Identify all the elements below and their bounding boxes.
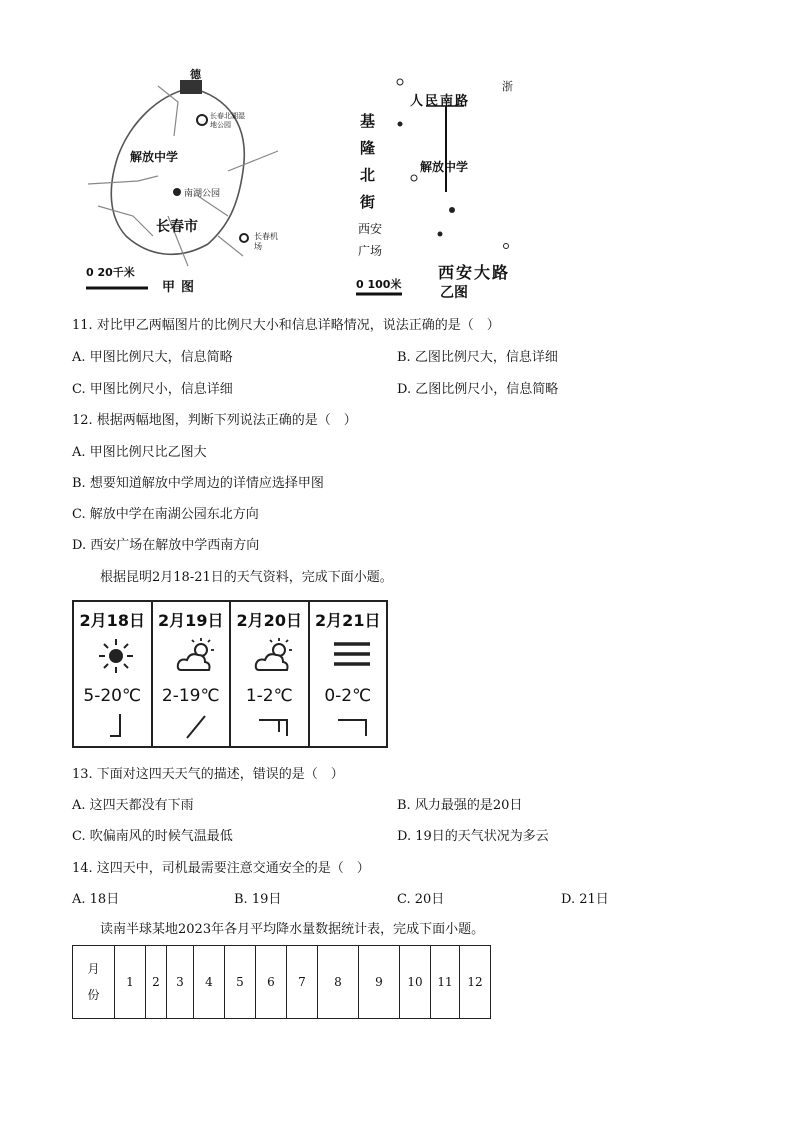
table-cell: 12 <box>460 946 491 1019</box>
q12-option-b[interactable]: B. 想要知道解放中学周边的详情应选择甲图 <box>72 476 324 491</box>
table-cell: 6 <box>256 946 287 1019</box>
map-yi-road-top: 人民南路 <box>410 94 471 109</box>
map-yi <box>356 70 532 300</box>
wind-symbol <box>257 712 291 742</box>
month-header: 月份 <box>87 962 100 1002</box>
map-jia-school-label: 解放中学 <box>130 150 179 164</box>
q12-option-a[interactable]: A. 甲图比例尺比乙图大 <box>72 445 207 460</box>
map-jia-city-label: 长春市 <box>156 219 198 235</box>
table-cell: 2 <box>146 946 167 1019</box>
q13-option-a[interactable]: A. 这四天都没有下雨 <box>72 798 194 813</box>
weather-day-20 <box>231 602 310 746</box>
map-jia-airport-label: 长春机场 <box>254 232 278 251</box>
map-jia-wetland-label: 长春北湖湿地公园 <box>210 112 245 129</box>
table-header-cell <box>73 946 115 1019</box>
q13-option-c[interactable]: C. 吹偏南风的时候气温最低 <box>72 829 233 844</box>
weather-day-19 <box>153 602 232 746</box>
q13-option-b[interactable]: B. 风力最强的是20日 <box>397 798 523 813</box>
wind-symbol <box>179 712 213 742</box>
table-cell: 11 <box>431 946 460 1019</box>
weather-table <box>72 600 388 748</box>
q13-stem: 13. 下面对这四天天气的描述，错误的是（ ） <box>72 767 344 782</box>
q11-option-c[interactable]: C. 甲图比例尺小，信息详细 <box>72 382 233 397</box>
weather-date: 2月20日 <box>236 611 302 630</box>
table-row <box>73 946 491 1019</box>
q14-option-d[interactable]: D. 21日 <box>561 892 609 907</box>
map-jia <box>78 66 288 298</box>
q11-option-a[interactable]: A. 甲图比例尺大，信息简略 <box>72 350 233 365</box>
q11-option-d[interactable]: D. 乙图比例尺小，信息简略 <box>397 382 559 397</box>
map-jia-park-label: 南湖公园 <box>184 189 221 199</box>
weather-day-21 <box>310 602 387 746</box>
map-yi-road-left: 基隆北街 <box>360 112 376 211</box>
rain-intro: 读南半球某地2023年各月平均降水量数据统计表，完成下面小题。 <box>100 922 485 937</box>
table-cell: 1 <box>115 946 146 1019</box>
q14-option-b[interactable]: B. 19日 <box>234 892 282 907</box>
q14-option-c[interactable]: C. 20日 <box>397 892 445 907</box>
table-cell: 4 <box>194 946 225 1019</box>
fog-icon <box>332 636 372 676</box>
map-jia-scale: 0 20千米 <box>86 266 135 279</box>
map-jia-top-label: 德 <box>190 68 201 81</box>
map-yi-road-bottom: 西安大路 <box>438 263 511 282</box>
q12-stem: 12. 根据两幅地图，判断下列说法正确的是（ ） <box>72 413 357 428</box>
partly-cloudy-icon <box>253 636 293 676</box>
wind-symbol <box>100 712 134 742</box>
q11-option-b[interactable]: B. 乙图比例尺大，信息详细 <box>397 350 558 365</box>
weather-intro: 根据昆明2月18-21日的天气资料，完成下面小题。 <box>100 570 393 585</box>
weather-day-18 <box>74 602 153 746</box>
map-yi-corner: 浙 <box>502 80 513 93</box>
q14-stem: 14. 这四天中，司机最需要注意交通安全的是（ ） <box>72 861 370 876</box>
weather-temp: 0-2℃ <box>324 686 372 706</box>
wind-symbol <box>336 712 370 742</box>
q13-option-d[interactable]: D. 19日的天气状况为多云 <box>397 829 549 844</box>
table-cell: 9 <box>359 946 400 1019</box>
map-yi-scale: 0 100米 <box>356 278 402 291</box>
weather-date: 2月18日 <box>79 611 145 630</box>
map-jia-caption: 甲图 <box>162 280 201 295</box>
table-cell: 5 <box>225 946 256 1019</box>
q11-stem: 11. 对比甲乙两幅图片的比例尺大小和信息详略情况，说法正确的是（ ） <box>72 318 500 333</box>
sun-icon <box>96 636 136 676</box>
q14-option-a[interactable]: A. 18日 <box>72 892 120 907</box>
table-cell: 3 <box>167 946 194 1019</box>
map-yi-school: 解放中学 <box>420 160 469 174</box>
map-yi-caption: 乙图 <box>440 285 468 301</box>
rainfall-table <box>72 945 491 1019</box>
q12-option-c[interactable]: C. 解放中学在南湖公园东北方向 <box>72 507 259 522</box>
weather-date: 2月19日 <box>158 611 224 630</box>
q12-option-d[interactable]: D. 西安广场在解放中学西南方向 <box>72 538 260 553</box>
weather-date: 2月21日 <box>315 611 381 630</box>
weather-temp: 5-20℃ <box>83 686 142 706</box>
table-cell: 8 <box>318 946 359 1019</box>
table-cell: 7 <box>287 946 318 1019</box>
weather-temp: 1-2℃ <box>245 686 293 706</box>
map-yi-square: 西安广场 <box>358 222 383 258</box>
partly-cloudy-icon <box>175 636 215 676</box>
table-cell: 10 <box>400 946 431 1019</box>
weather-temp: 2-19℃ <box>161 686 220 706</box>
